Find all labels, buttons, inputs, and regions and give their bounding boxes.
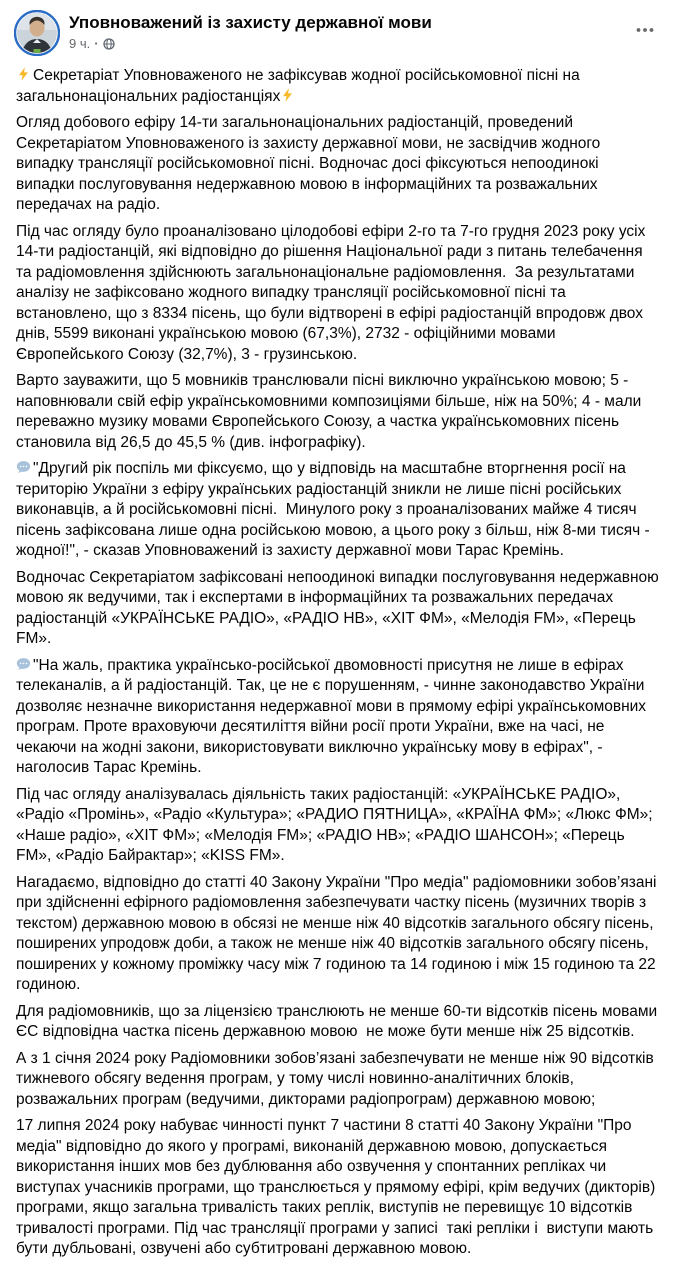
meta-separator: · — [94, 36, 99, 51]
post-meta — [69, 36, 629, 52]
paragraph-text: А з 1 січня 2024 року Радіомовники зобов’язані забезпечувати не менше ніж 90 відсотків тижневого обсягу ведення програм, у тому числі новинно-аналітичних блоків, розважальних програм (ведучими, дикторами радіопрограм) державною мовою; — [16, 1049, 658, 1108]
page-name[interactable]: Уповноважений із захисту державної мови — [69, 13, 432, 32]
post-paragraph — [16, 66, 661, 107]
paragraph-text: "На жаль, практика українсько-російської двомовності присутня не лише в ефірах телеканалів, а й радіостанцій. Так, це не є порушенням, - чинне законодавство України дозволяє незначне використання недержавної мови в прямому ефірі українськомовних програм. Проте враховуючи десятиліття війни росії проти України, вже на часі, не чекаючи на жодні закони, використовувати виключно українську мову в ефірах", - наголосив Тарас Кремінь. — [16, 656, 651, 776]
lightning-icon — [16, 66, 31, 82]
post-paragraph — [16, 1116, 661, 1260]
post-options-button[interactable] — [629, 18, 661, 42]
paragraph-text: Нагадаємо, відповідно до статті 40 Закону України "Про медіа" радіомовники зобов’язані при здійсненні ефірного радіомовлення забезпечувати частку пісень (музичних творів з текстом) державною мовою в обсязі не менше ніж 40 відсотків загального обсягу пісень, поширених упродовж доби, а також не менше ніж 40 відсотків загального обсягу пісень, поширених у кожному проміжку часу між 7 годиною та 14 годиною і між 15 годиною та 22 годиною. — [16, 873, 661, 993]
paragraph-text: Водночас Секретаріатом зафіксовані непоодинокі випадки послуговування недержавною мовою як ведучими, так і експертами в інформаційних та розважальних передачах радіостанцій «УКРАЇНСЬКЕ РАДІО», «РАДІО НВ», «ХІТ ФМ», «Мелодія FM», «Перець FM». — [16, 568, 664, 647]
post-paragraph — [16, 873, 661, 996]
paragraph-text: Під час огляду аналізувалась діяльність таких радіостанцій: «УКРАЇНСЬКЕ РАДІО», «Радіо «Промінь», «Радіо «Культура»; «РАДИО ПЯТНИЦА», «КРАЇНА ФМ»; «Люкс ФМ»; «Наше радіо», «ХІТ ФМ»; «Мелодія FM»; «РАДІО НВ»; «РАДІО ШАНСОН»; «Перець FM», «Радіо Байрактар»; «KISS FM». — [16, 785, 657, 864]
paragraph-text: 17 липня 2024 року набуває чинності пункт 7 частини 8 статті 40 Закону України "Про медіа" відповідно до якого у програмі, виконаній державною мовою, допускається використання інших мов без дублювання або озвучення у спонтанних репліках чи виступах учасників програми, що транслюється у прямому ефірі, крім ведучих (дикторів) програми, якщо загальна тривалість таких реплік, виступів не перевищує 10 відсотків тривалості програми. Під час трансляції програми у записі такі репліки і виступи мають бути дубльовані, озвучені або субтитровані державною мовою. — [16, 1117, 660, 1257]
paragraph-text: Секретаріат Уповноваженого не зафіксував жодної російськомовної пісні на загальнонаціональних радіостанціях — [16, 67, 585, 105]
paragraph-text: Огляд добового ефіру 14-ти загальнонаціональних радіостанцій, проведений Секретаріатом Уповноваженого із захисту державної мови, не засвідчив жодного випадку трансляції російськомовної пісні. Водночас досі фіксуються непоодинокі випадки послуговування недержавною мовою в інформаційних та розважальних передачах на радіо. — [16, 114, 605, 213]
speech-balloon-icon — [16, 459, 31, 475]
avatar[interactable] — [14, 10, 60, 56]
post-paragraph — [16, 656, 661, 779]
timestamp[interactable]: 9 ч. — [69, 36, 91, 51]
lightning-icon — [280, 87, 295, 103]
post-paragraph — [16, 459, 661, 562]
paragraph-text: "Другий рік поспіль ми фіксуємо, що у відповідь на масштабне вторгнення росії на територію України з ефіру українських радіостанцій зникли не лише пісні російських виконавців, а й російськомовні пісні. Минулого року з проаналізованих майже 4 тисяч пісень зафіксована лише одна російською мовою, а цього року з більш, ніж 8-ми тисяч - жодної!", - сказав Уповноважений із захисту державної мови Тарас Кремінь. — [16, 460, 654, 559]
post-paragraph — [16, 1049, 661, 1111]
globe-icon — [103, 38, 115, 50]
speech-balloon-icon — [16, 656, 31, 672]
post-paragraph — [16, 785, 661, 867]
post-paragraph — [16, 113, 661, 216]
ellipsis-icon — [635, 20, 655, 40]
paragraph-text: Під час огляду було проаналізовано цілодобові ефіри 2-го та 7-го грудня 2023 року усіх 14-ти радіостанцій, які відповідно до рішення Національної ради з питань телебачення та радіомовлення здійснюють загальнонаціональне радіомовлення. За результатами аналізу не зафіксовано жодного випадку трансляції російськомовної пісні та встановлено, що з 8334 пісень, що були відтворені в ефірі радіостанцій впродовж двох днів, 5599 виконані українською мовою (67,3%), 2732 - офіційними мовами Європейського Союзу (32,7%), 3 - грузинською. — [16, 222, 650, 363]
post-paragraph — [16, 371, 661, 453]
avatar-photo — [14, 10, 60, 56]
paragraph-text: Варто зауважити, що 5 мовників транслювали пісні виключно українською мовою; 5 - наповнювали свій ефір українськомовними композиціями більше, ніж на 50%; 4 - мали переважно музику мовами Європейського Союзу, а частка українськомовних пісень становила від 26,5 до 45,5 % (див. інфографіку). — [16, 372, 646, 451]
post-body — [0, 58, 677, 1274]
post-header — [0, 0, 677, 58]
post-paragraph — [16, 1002, 661, 1043]
paragraph-text: Для радіомовників, що за ліцензією транслюють не менше 60-ти відсотків пісень мовами ЄС відповідна частка пісень державною мовою не може бути менше ніж 25 відсотків. — [16, 1002, 662, 1040]
post-paragraph — [16, 222, 661, 366]
header-text — [69, 10, 629, 52]
post-paragraph — [16, 568, 664, 650]
